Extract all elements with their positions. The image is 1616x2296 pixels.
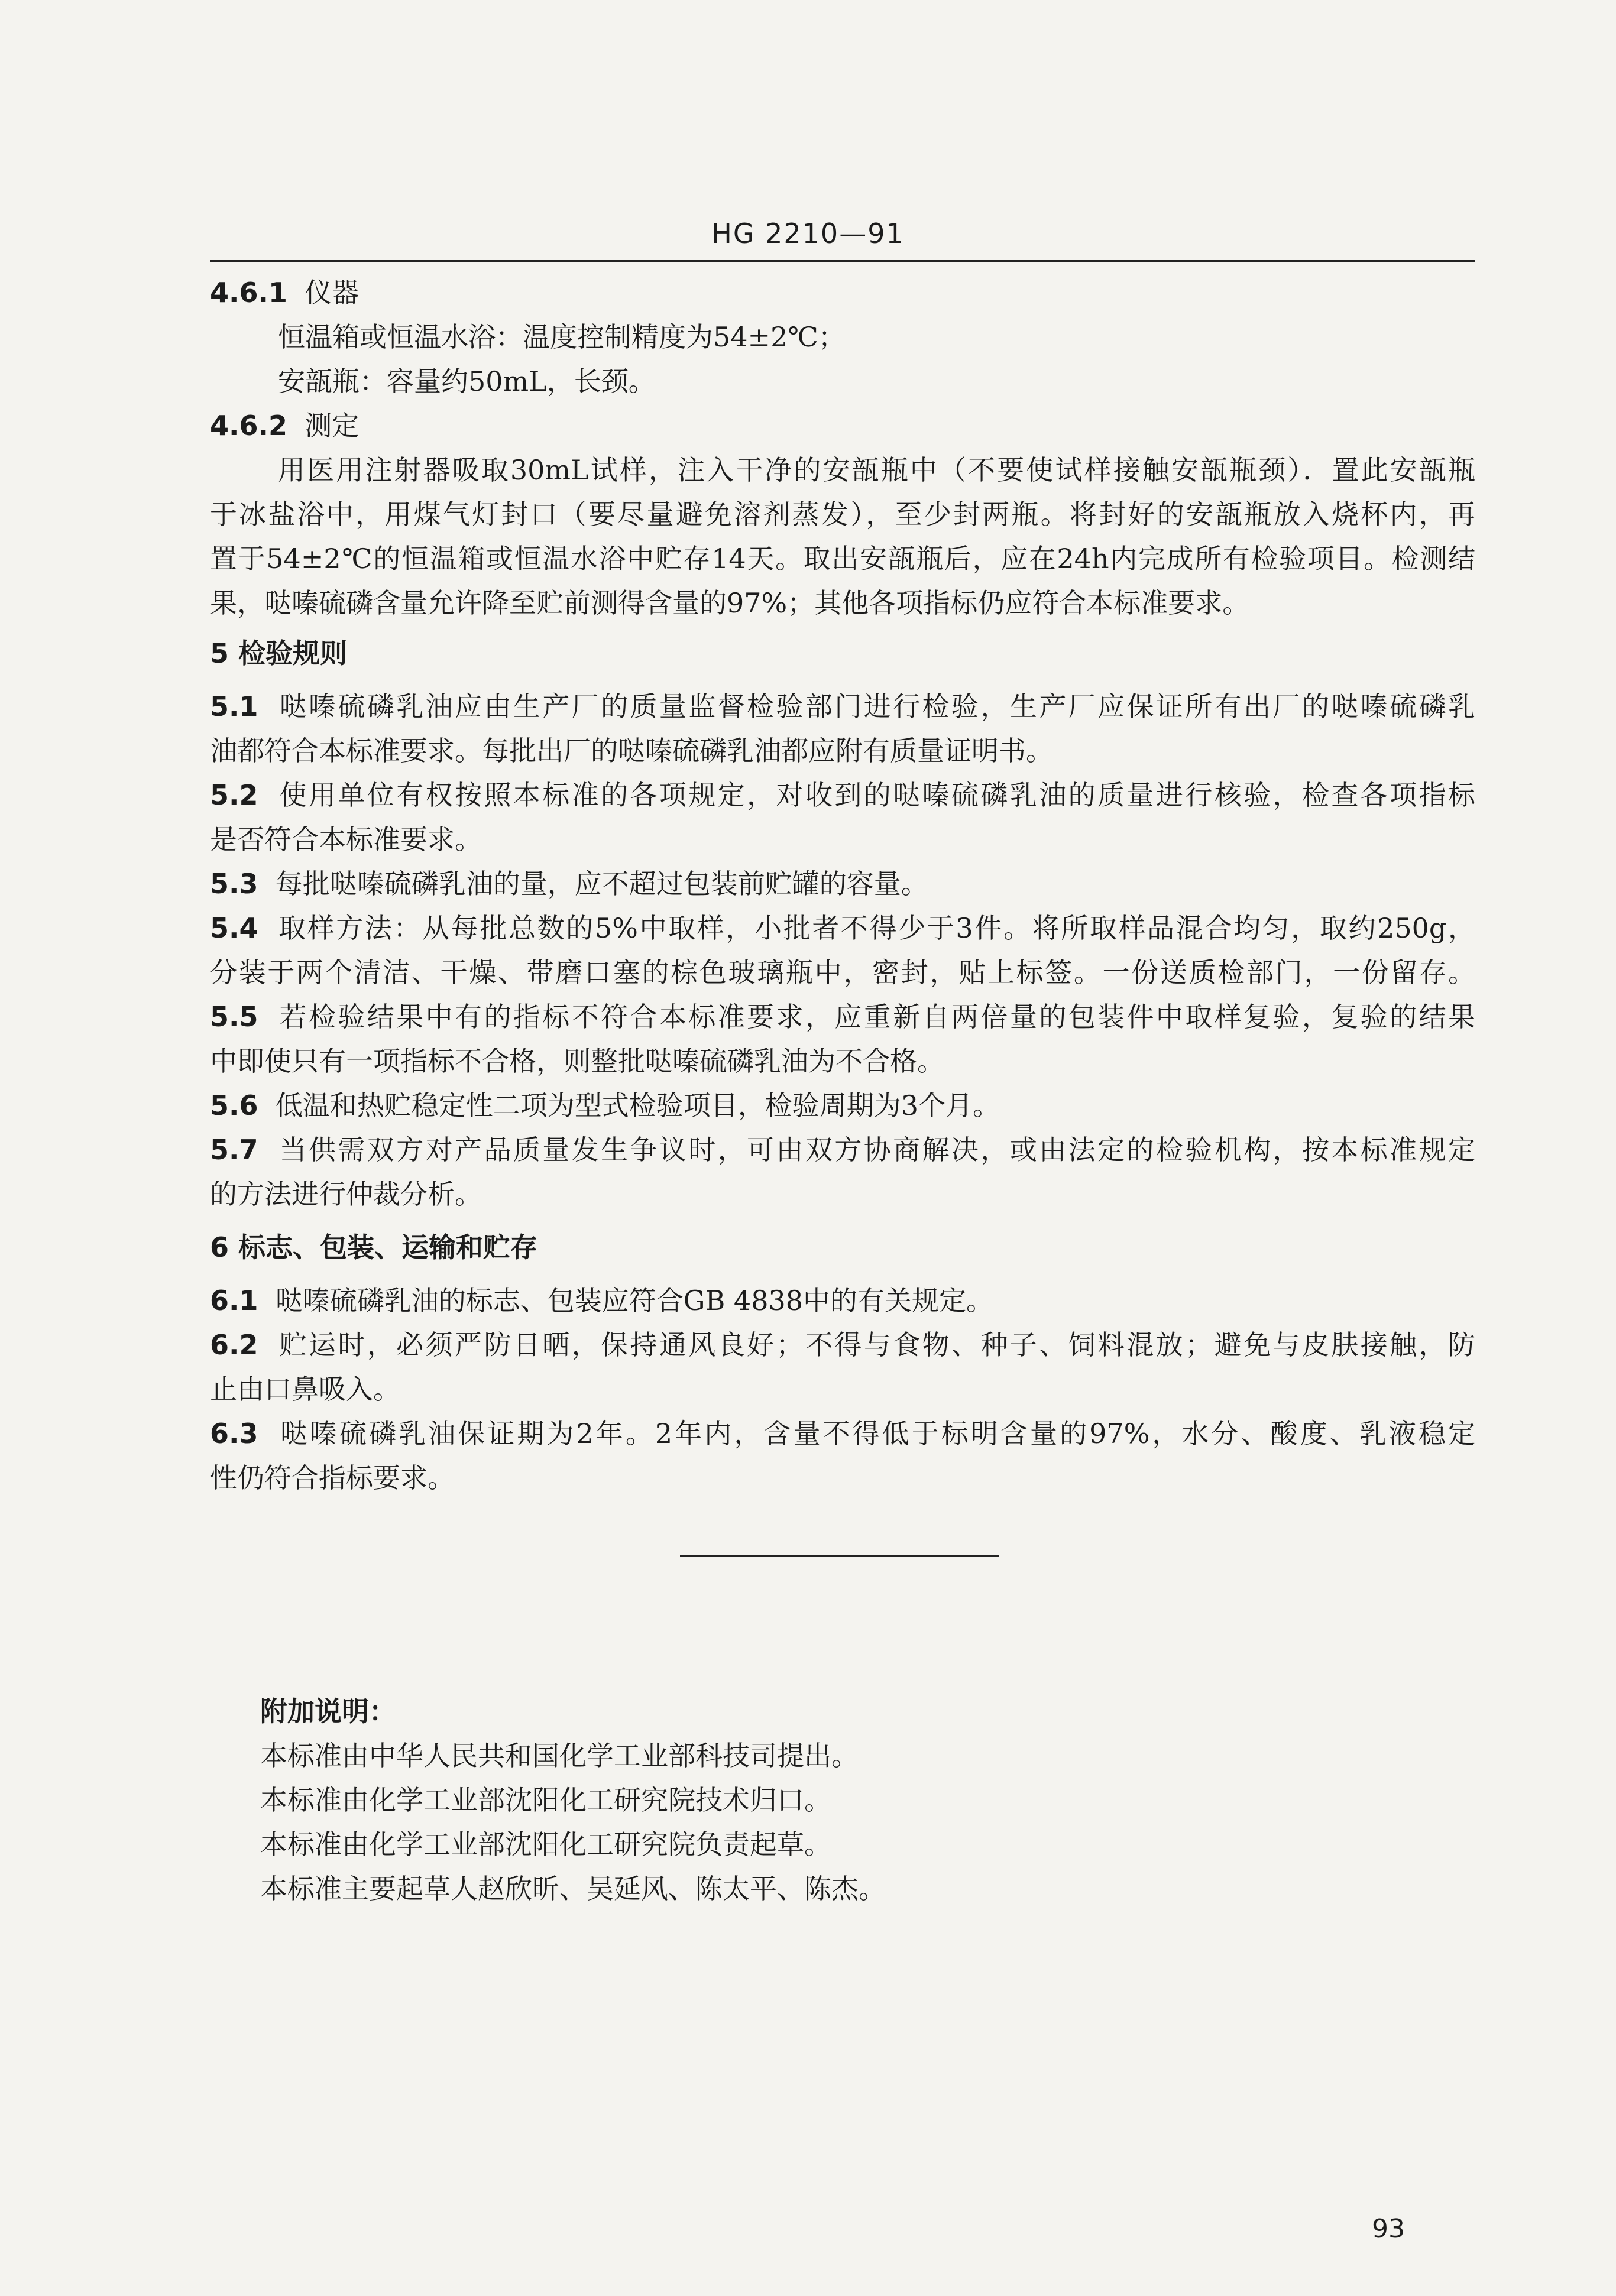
section-6-heading: 6 标志、包装、运输和贮存 bbox=[210, 1231, 538, 1263]
clause-6-3: 6.3 哒嗪硫磷乳油保证期为2年。2年内，含量不得低于标明含量的97%，水分、酸度、乳液稳定 bbox=[210, 1418, 1475, 1449]
appendix-line: 本标准由化学工业部沈阳化工研究院负责起草。 bbox=[260, 1828, 831, 1860]
apparatus-item: 恒温箱或恒温水浴：温度控制精度为54±2℃； bbox=[278, 321, 846, 353]
clause-5-6: 5.6 低温和热贮稳定性二项为型式检验项目，检验周期为3个月。 bbox=[210, 1089, 1000, 1121]
clause-5-7-cont: 的方法进行仲裁分析。 bbox=[210, 1178, 482, 1210]
section-divider bbox=[680, 1555, 999, 1557]
appendix-line: 本标准主要起草人赵欣昕、吴延风、陈太平、陈杰。 bbox=[260, 1873, 886, 1905]
clause-5-7: 5.7 当供需双方对产品质量发生争议时，可由双方协商解决，或由法定的检验机构，按本标准规定 bbox=[210, 1134, 1476, 1166]
clause-5-5-cont: 中即使只有一项指标不合格，则整批哒嗪硫磷乳油为不合格。 bbox=[210, 1045, 944, 1077]
page-number: 93 bbox=[1372, 2214, 1405, 2244]
appendix-line: 本标准由化学工业部沈阳化工研究院技术归口。 bbox=[260, 1784, 831, 1816]
section-4-6-1-heading bbox=[210, 275, 359, 310]
section-number: 4.6.1 bbox=[210, 277, 287, 309]
standard-code-header: HG 2210—91 bbox=[711, 218, 905, 249]
clause-5-1: 5.1 哒嗪硫磷乳油应由生产厂的质量监督检验部门进行检验，生产厂应保证所有出厂的哒嗪硫磷乳 bbox=[210, 690, 1476, 722]
clause-5-1-cont: 油都符合本标准要求。每批出厂的哒嗪硫磷乳油都应附有质量证明书。 bbox=[210, 735, 1053, 767]
clause-6-2-cont: 止由口鼻吸入。 bbox=[210, 1373, 400, 1405]
clause-6-3-cont: 性仍符合指标要求。 bbox=[210, 1462, 455, 1494]
paragraph-line: 用医用注射器吸取30mL试样，注入干净的安瓿瓶中（不要使试样接触安瓿瓶颈）．置此安瓿瓶 bbox=[278, 454, 1475, 486]
clause-6-2: 6.2 贮运时，必须严防日晒，保持通风良好；不得与食物、种子、饲料混放；避免与皮肤接触，防 bbox=[210, 1329, 1476, 1361]
clause-5-5: 5.5 若检验结果中有的指标不符合本标准要求，应重新自两倍量的包装件中取样复验，复验的结果 bbox=[210, 1001, 1476, 1033]
paragraph-line: 置于54±2℃的恒温箱或恒温水浴中贮存14天。取出安瓿瓶后，应在24h内完成所有检验项目。检测结 bbox=[210, 543, 1475, 575]
header-rule bbox=[210, 260, 1475, 262]
section-4-6-2-heading bbox=[210, 408, 359, 443]
appendix-title: 附加说明： bbox=[260, 1695, 396, 1727]
clause-5-4-cont: 分装于两个清洁、干燥、带磨口塞的棕色玻璃瓶中，密封，贴上标签。一份送质检部门，一份留存。 bbox=[210, 956, 1475, 988]
apparatus-item: 安瓿瓶：容量约50mL，长颈。 bbox=[278, 365, 656, 397]
section-5-heading: 5 检验规则 bbox=[210, 637, 348, 669]
paragraph-line: 果，哒嗪硫磷含量允许降至贮前测得含量的97%；其他各项指标仍应符合本标准要求。 bbox=[210, 587, 1250, 619]
section-title: 仪器 bbox=[305, 277, 360, 309]
clause-5-2: 5.2 使用单位有权按照本标准的各项规定，对收到的哒嗪硫磷乳油的质量进行核验，检查各项指标 bbox=[210, 779, 1476, 811]
clause-5-2-cont: 是否符合本标准要求。 bbox=[210, 823, 482, 855]
appendix-line: 本标准由中华人民共和国化学工业部科技司提出。 bbox=[260, 1740, 859, 1772]
section-number: 4.6.2 bbox=[210, 410, 287, 442]
section-title: 测定 bbox=[305, 410, 360, 442]
paragraph-line: 于冰盐浴中，用煤气灯封口（要尽量避免溶剂蒸发），至少封两瓶。将封好的安瓿瓶放入烧杯内，再 bbox=[210, 498, 1475, 530]
clause-5-4: 5.4 取样方法：从每批总数的5%中取样，小批者不得少于3件。将所取样品混合均匀，取约250g， bbox=[210, 912, 1475, 944]
clause-6-1: 6.1 哒嗪硫磷乳油的标志、包装应符合GB 4838中的有关规定。 bbox=[210, 1285, 993, 1316]
clause-5-3: 5.3 每批哒嗪硫磷乳油的量，应不超过包装前贮罐的容量。 bbox=[210, 868, 928, 900]
